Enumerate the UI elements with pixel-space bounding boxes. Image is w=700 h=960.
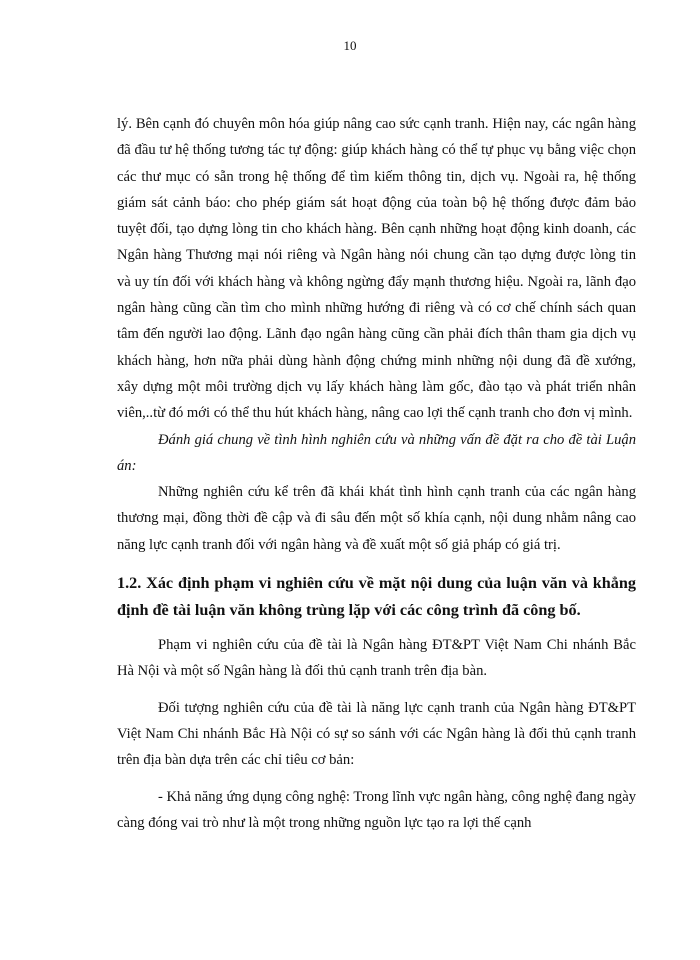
- page-body: [117, 111, 636, 836]
- body-paragraph: lý. Bên cạnh đó chuyên môn hóa giúp nâng cao sức cạnh tranh. Hiện nay, các ngân hàng đã đầu tư hệ thống tương tác tự động: giúp khách hàng có thể tự phục vụ bằng việc chọn các thư mục có sẵn trong hệ thống để tìm kiếm thông tin, dịch vụ. Ngoài ra, hệ thống giám sát cảnh báo: cho phép giám sát hoạt động của toàn bộ hệ thống được đảm bảo tuyệt đối, tạo dựng lòng tin cho khách hàng. Bên cạnh những hoạt động kinh doanh, các Ngân hàng Thương mại nói riêng và Ngân hàng nói chung cần tạo dựng được lòng tin và uy tín đối với khách hàng và không ngừng đẩy mạnh thương hiệu. Ngoài ra, lãnh đạo ngân hàng cũng cần tìm cho mình những hướng đi riêng và có cơ chế chính sách quan tâm đến người lao động. Lãnh đạo ngân hàng cũng cần phải đích thân tham gia dịch vụ khách hàng, hơn nữa phải dùng hành động chứng minh những nội dung đã đề xướng, xây dựng một môi trường dịch vụ lấy khách hàng làm gốc, đào tạo và phát triển nhân viên,..từ đó mới có thể thu hút khách hàng, nâng cao lợi thế cạnh tranh cho đơn vị mình.: [117, 116, 636, 422]
- body-paragraph: Những nghiên cứu kể trên đã khái khát tình hình cạnh tranh của các ngân hàng thương mại, đồng thời đề cập và đi sâu đến một số khía cạnh, nội dung nhằm nâng cao năng lực cạnh tranh đối với ngân hàng và đề xuất một số giả pháp có giá trị.: [117, 484, 636, 553]
- body-paragraph: Phạm vi nghiên cứu của đề tài là Ngân hàng ĐT&PT Việt Nam Chi nhánh Bắc Hà Nội và một số Ngân hàng là đối thủ cạnh tranh trên địa bàn.: [117, 637, 636, 680]
- italic-subheading: Đánh giá chung về tình hình nghiên cứu và những vấn đề đặt ra cho đề tài Luận án:: [117, 431, 636, 474]
- page-number: 10: [343, 38, 357, 53]
- body-paragraph: Đối tượng nghiên cứu của đề tài là năng lực cạnh tranh của Ngân hàng ĐT&PT Việt Nam Chi nhánh Bắc Hà Nội có sự so sánh với các Ngân hàng là đối thủ cạnh tranh trên địa bàn dựa trên các chỉ tiêu cơ bản:: [117, 699, 636, 769]
- body-paragraph: - Khả năng ứng dụng công nghệ: Trong lĩnh vực ngân hàng, công nghệ đang ngày càng đóng vai trò như là một trong những nguồn lực tạo ra lợi thế cạnh: [117, 788, 636, 831]
- section-heading: 1.2. Xác định phạm vi nghiên cứu về mặt nội dung của luận văn và khẳng định đề tài luận văn không trùng lặp với các công trình đã công bố.: [117, 574, 636, 620]
